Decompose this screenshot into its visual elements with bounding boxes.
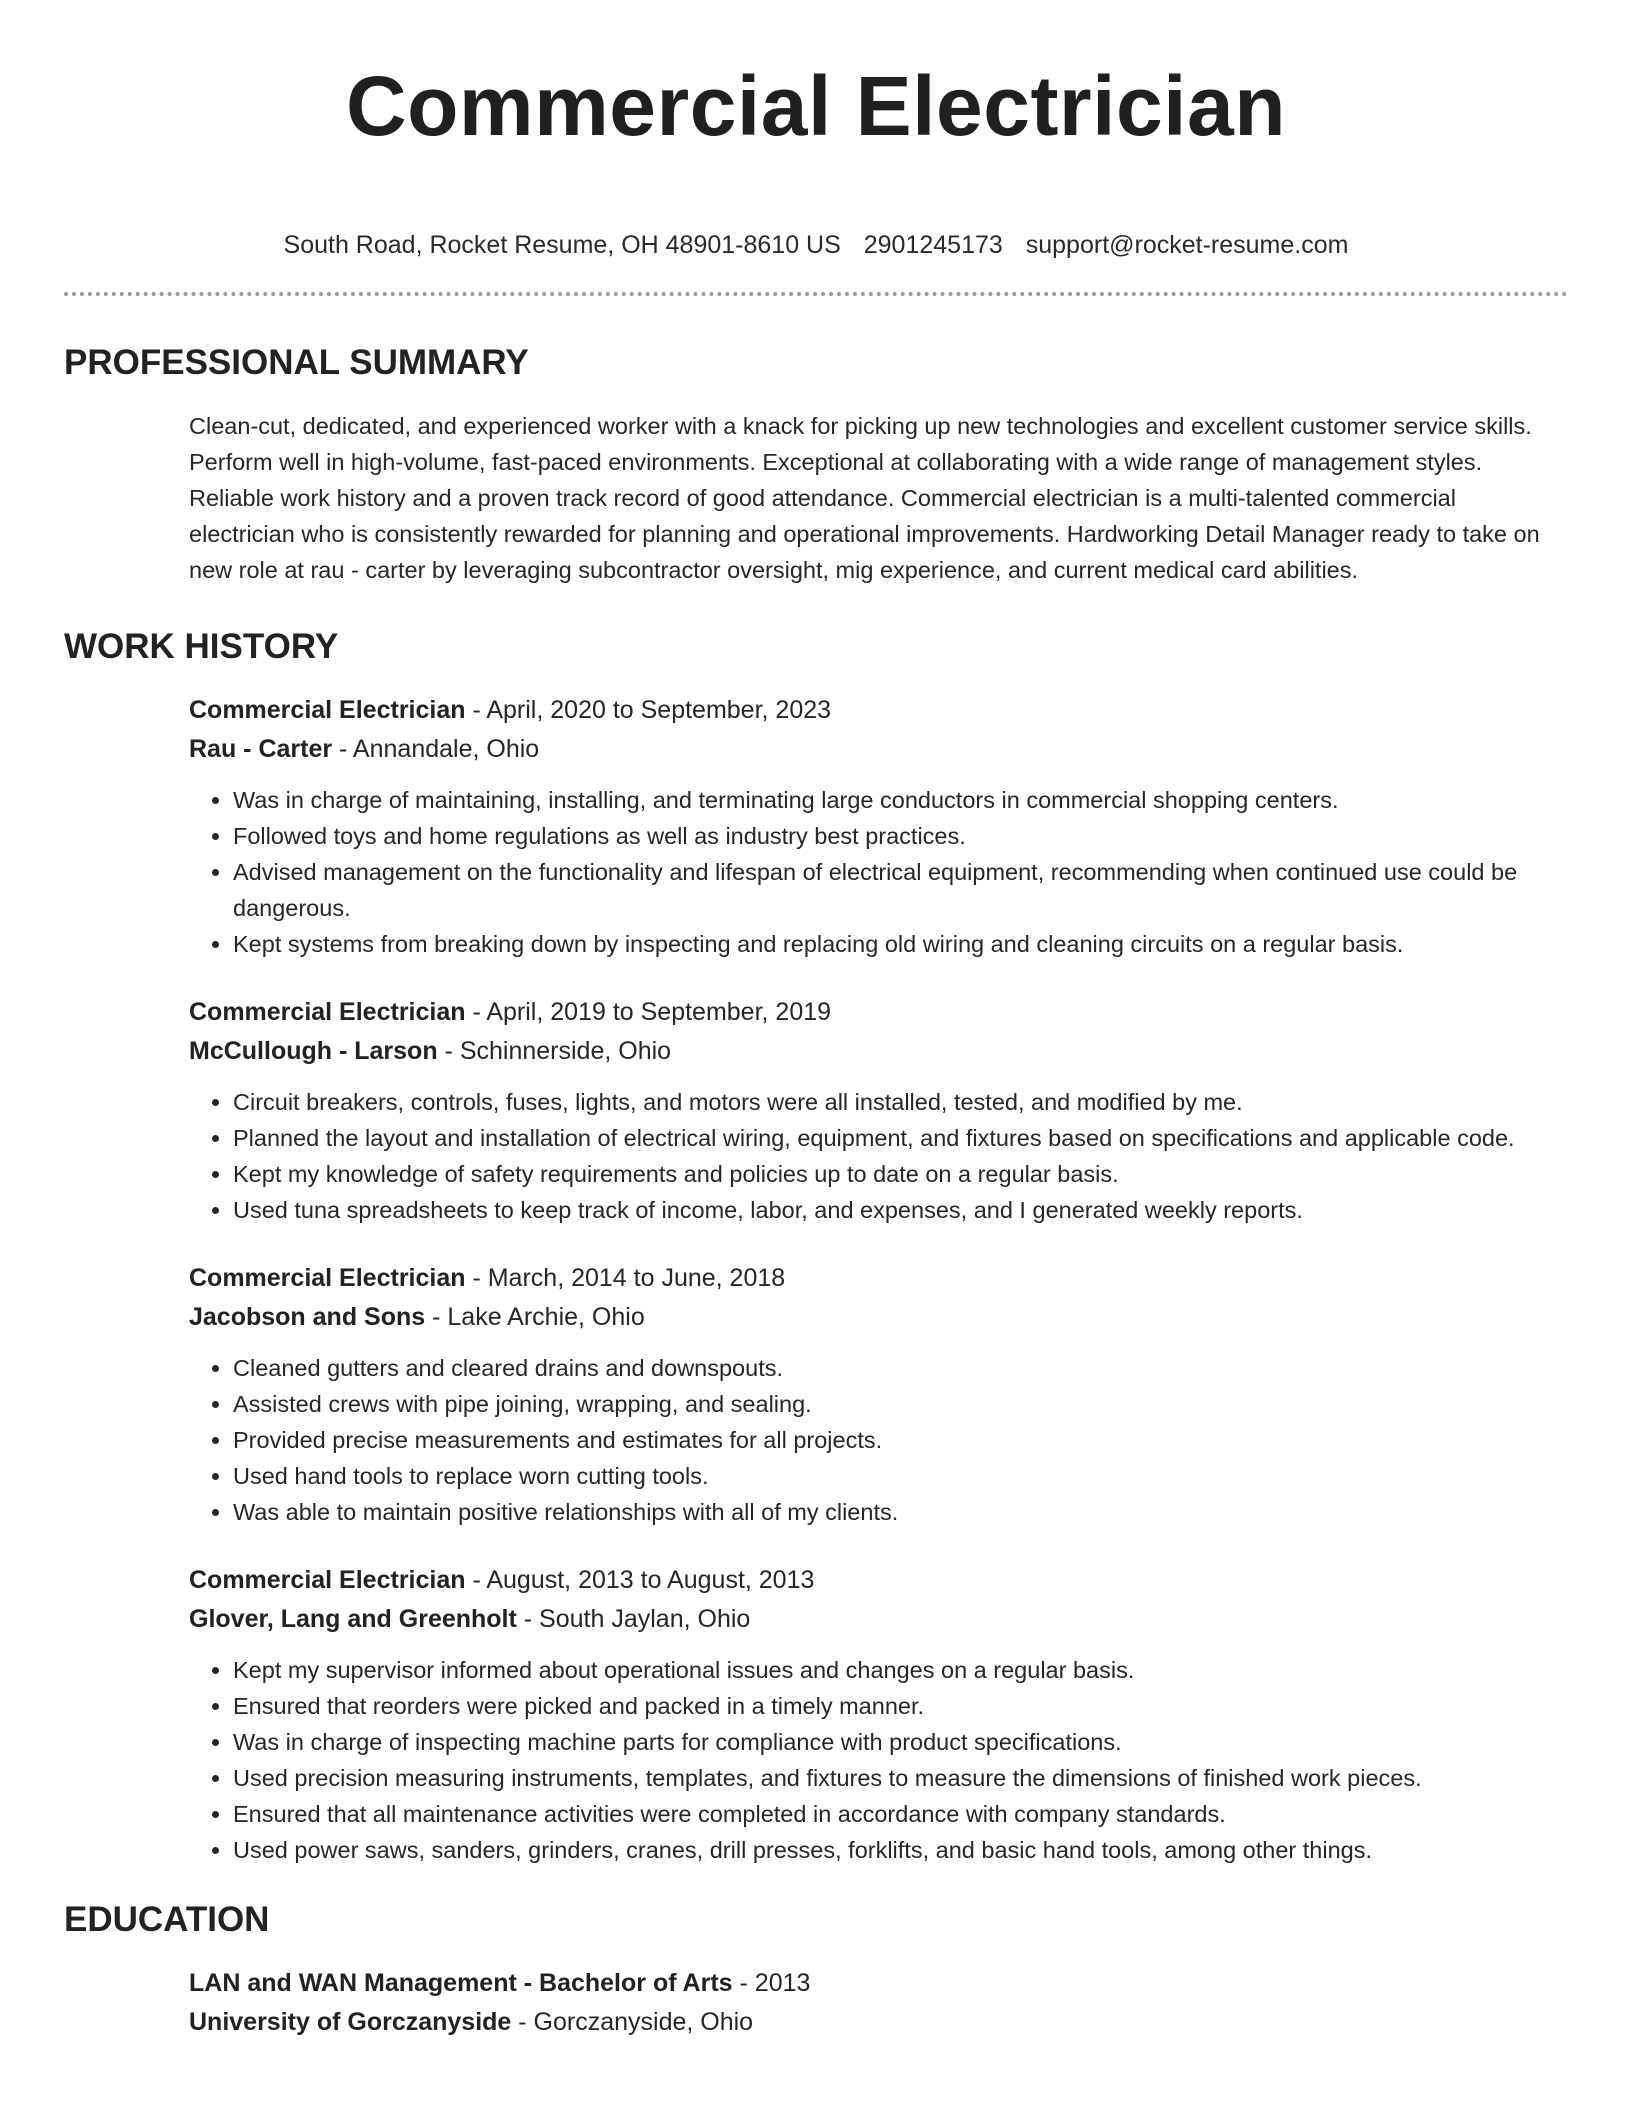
job-title-line: [189, 1561, 1568, 1600]
degree-name: LAN and WAN Management - Bachelor of Arts: [189, 1969, 733, 1997]
duty-item: • Used power saws, sanders, grinders, cranes, drill presses, forklifts, and basic hand tools, among other things.: [233, 1832, 1568, 1868]
duty-item: • Advised management on the functionality and lifespan of electrical equipment, recommending when continued use could be dangerous.: [233, 854, 1568, 926]
contact-address: South Road, Rocket Resume, OH 48901-8610 US: [283, 231, 841, 259]
job-duties: [189, 1652, 1568, 1868]
duty-item: • Followed toys and home regulations as well as industry best practices.: [233, 818, 1568, 854]
duty-item: • Kept systems from breaking down by inspecting and replacing old wiring and cleaning circuits on a regular basis.: [233, 926, 1568, 962]
job-company-line: [189, 1032, 1568, 1071]
job-entry: [189, 993, 1568, 1228]
duty-item: • Kept my supervisor informed about operational issues and changes on a regular basis.: [233, 1652, 1568, 1688]
duty-item: • Cleaned gutters and cleared drains and downspouts.: [233, 1350, 1568, 1386]
summary-text: Clean-cut, dedicated, and experienced worker with a knack for picking up new technologies and excellent customer service skills. Perform well in high-volume, fast-paced environments. Exceptional at collaborating with a wide range of management styles. Reliable work history and a proven track record of good attendance. Commercial electrician is a multi-talented commercial electrician who is consistently rewarded for planning and operational improvements. Hardworking Detail Manager ready to take on new role at rau - carter by leveraging subcontractor oversight, mig experience, and current medical card abilities.: [189, 413, 1540, 583]
job-company-line: [189, 1298, 1568, 1337]
job-location: - Annandale, Ohio: [332, 735, 540, 763]
job-role: Commercial Electrician: [189, 998, 466, 1026]
job-role: Commercial Electrician: [189, 1264, 466, 1292]
job-location: - South Jaylan, Ohio: [516, 1605, 751, 1633]
job-dates: - March, 2014 to June, 2018: [465, 1264, 786, 1292]
job-company-line: [189, 730, 1568, 769]
job-location: - Lake Archie, Ohio: [425, 1303, 645, 1331]
job-dates: - April, 2019 to September, 2019: [465, 998, 832, 1026]
work-history-heading: WORK HISTORY: [64, 627, 339, 666]
job-entry: [189, 1561, 1568, 1868]
education-heading: EDUCATION: [64, 1900, 270, 1939]
job-duties: [189, 782, 1568, 962]
header-divider: [64, 292, 1568, 296]
job-title-line: [189, 993, 1568, 1032]
contact-email: support@rocket-resume.com: [1025, 231, 1349, 259]
job-location: - Schinnerside, Ohio: [437, 1037, 672, 1065]
duty-item: • Provided precise measurements and estimates for all projects.: [233, 1422, 1568, 1458]
job-company: McCullough - Larson: [189, 1037, 438, 1065]
duty-item: • Was in charge of inspecting machine parts for compliance with product specifications.: [233, 1724, 1568, 1760]
job-company: Glover, Lang and Greenholt: [189, 1605, 517, 1633]
job-entry: [189, 1259, 1568, 1530]
education-entry: [189, 1964, 1568, 2042]
duty-item: • Used hand tools to replace worn cutting tools.: [233, 1458, 1568, 1494]
job-title-line: [189, 1259, 1568, 1298]
duty-item: • Was in charge of maintaining, installing, and terminating large conductors in commercial shopping centers.: [233, 782, 1568, 818]
job-dates: - April, 2020 to September, 2023: [465, 696, 832, 724]
job-role: Commercial Electrician: [189, 696, 466, 724]
degree-line: [189, 1964, 1568, 2003]
contact-line: [64, 230, 1568, 260]
job-role: Commercial Electrician: [189, 1566, 466, 1594]
job-duties: [189, 1350, 1568, 1530]
summary-heading: PROFESSIONAL SUMMARY: [64, 343, 529, 382]
job-title-line: [189, 691, 1568, 730]
job-duties: [189, 1084, 1568, 1228]
job-company-line: [189, 1600, 1568, 1639]
job-company: Rau - Carter: [189, 735, 333, 763]
contact-phone: 2901245173: [863, 231, 1003, 259]
duty-item: • Kept my knowledge of safety requirements and policies up to date on a regular basis.: [233, 1156, 1568, 1192]
duty-item: • Planned the layout and installation of electrical wiring, equipment, and fixtures based on specifications and applicable code.: [233, 1120, 1568, 1156]
duty-item: • Circuit breakers, controls, fuses, lights, and motors were all installed, tested, and modified by me.: [233, 1084, 1568, 1120]
school-location: - Gorczanyside, Ohio: [511, 2008, 754, 2036]
duty-item: • Used precision measuring instruments, templates, and fixtures to measure the dimensions of finished work pieces.: [233, 1760, 1568, 1796]
candidate-name: Commercial Electrician: [345, 59, 1287, 153]
school-name: University of Gorczanyside: [189, 2008, 512, 2036]
duty-item: • Was able to maintain positive relationships with all of my clients.: [233, 1494, 1568, 1530]
duty-item: • Assisted crews with pipe joining, wrapping, and sealing.: [233, 1386, 1568, 1422]
school-line: [189, 2003, 1568, 2042]
degree-year: - 2013: [732, 1969, 811, 1997]
job-company: Jacobson and Sons: [189, 1303, 426, 1331]
duty-item: • Ensured that all maintenance activities were completed in accordance with company standards.: [233, 1796, 1568, 1832]
duty-item: • Used tuna spreadsheets to keep track of income, labor, and expenses, and I generated weekly reports.: [233, 1192, 1568, 1228]
job-entry: [189, 691, 1568, 962]
duty-item: • Ensured that reorders were picked and packed in a timely manner.: [233, 1688, 1568, 1724]
job-dates: - August, 2013 to August, 2013: [465, 1566, 815, 1594]
